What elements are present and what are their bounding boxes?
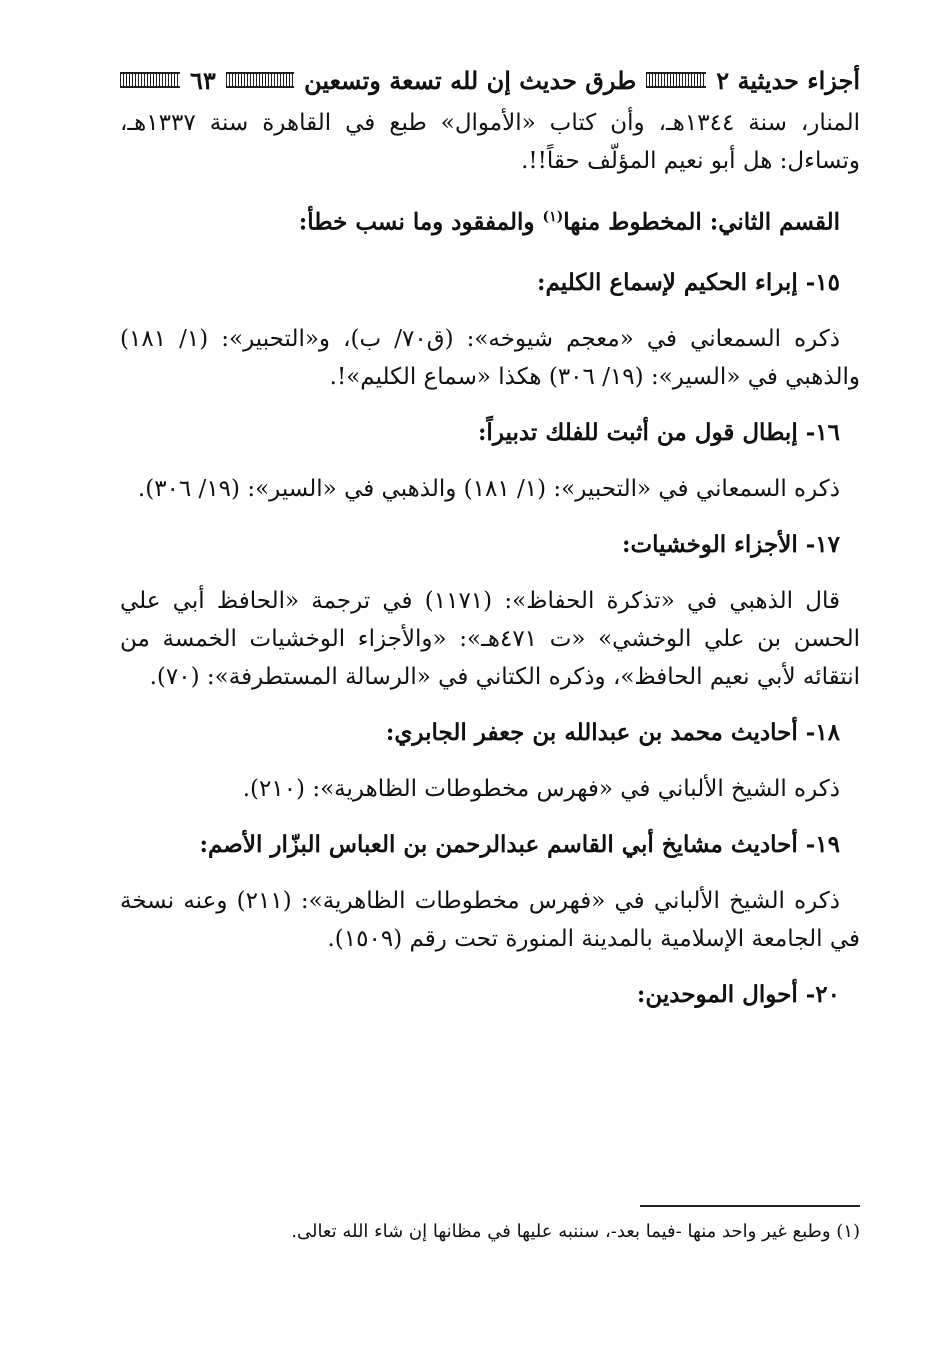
footnote: (١) وطبع غير واحد منها -فيما بعد-، سننبه عليها في مظانها إن شاء الله تعالى. <box>291 1221 860 1242</box>
paragraph: ذكره الشيخ الألباني في «فهرس مخطوطات الظاهرية»: (٢١٠). <box>242 775 840 802</box>
section-heading: القسم الثاني: المخطوط منها$^{(١)}$ والمفقود وما نسب خطأ: <box>298 208 840 236</box>
page-body <box>120 60 860 1014</box>
header-rule <box>646 72 706 88</box>
book-title: أجزاء حديثية ٢ <box>716 65 860 95</box>
header-rule <box>226 72 294 88</box>
paragraph: المنار، سنة ١٣٤٤هـ، وأن كتاب «الأموال» طبع في القاهرة سنة ١٣٣٧هـ، وتساءل: هل أبو نعيم المؤلّف حقاً!!. <box>120 110 860 174</box>
paragraph: ذكره الشيخ الألباني في «فهرس مخطوطات الظاهرية»: (٢١١) وعنه نسخة في الجامعة الإسلامية بالمدينة المنورة تحت رقم (١٥٠٩). <box>120 887 860 952</box>
item-heading: ٢٠- أحوال الموحدين: <box>636 980 840 1008</box>
running-header <box>120 60 860 100</box>
chapter-title: طرق حديث إن لله تسعة وتسعين <box>304 65 637 95</box>
paragraph: قال الذهبي في «تذكرة الحفاظ»: (١١٧١) في ترجمة «الحافظ أبي علي الحسن بن علي الوخشي» «ت ٤٧١هـ»: «والأجزاء الوخشيات الخمسة من انتقائه لأبي نعيم الحافظ»، وذكره الكتاني في «الرسالة المستطرفة»: (٧٠). <box>120 587 860 690</box>
item-heading: ١٨- أحاديث محمد بن عبدالله بن جعفر الجابري: <box>385 718 840 746</box>
header-rule <box>120 72 180 88</box>
item-heading: ١٦- إبطال قول من أثبت للفلك تدبيراً: <box>477 418 840 446</box>
item-heading: ١٧- الأجزاء الوخشيات: <box>621 530 840 558</box>
item-heading: ١٥- إبراء الحكيم لإسماع الكليم: <box>536 268 840 296</box>
footnote-ref: (١) <box>542 209 564 225</box>
item-heading: ١٩- أحاديث مشايخ أبي القاسم عبدالرحمن بن العباس البزّار الأصم: <box>199 830 840 858</box>
paragraph: ذكره السمعاني في «التحبير»: (١/ ١٨١) والذهبي في «السير»: (١٩/ ٣٠٦). <box>137 475 840 502</box>
footnote-separator <box>640 1205 860 1207</box>
paragraph: ذكره السمعاني في «معجم شيوخه»: (ق٧٠/ ب)، و«التحبير»: (١/ ١٨١) والذهبي في «السير»: (١٩/ ٣٠٦) هكذا «سماع الكليم»!. <box>120 325 860 390</box>
page-number: ٦٣ <box>190 65 216 95</box>
